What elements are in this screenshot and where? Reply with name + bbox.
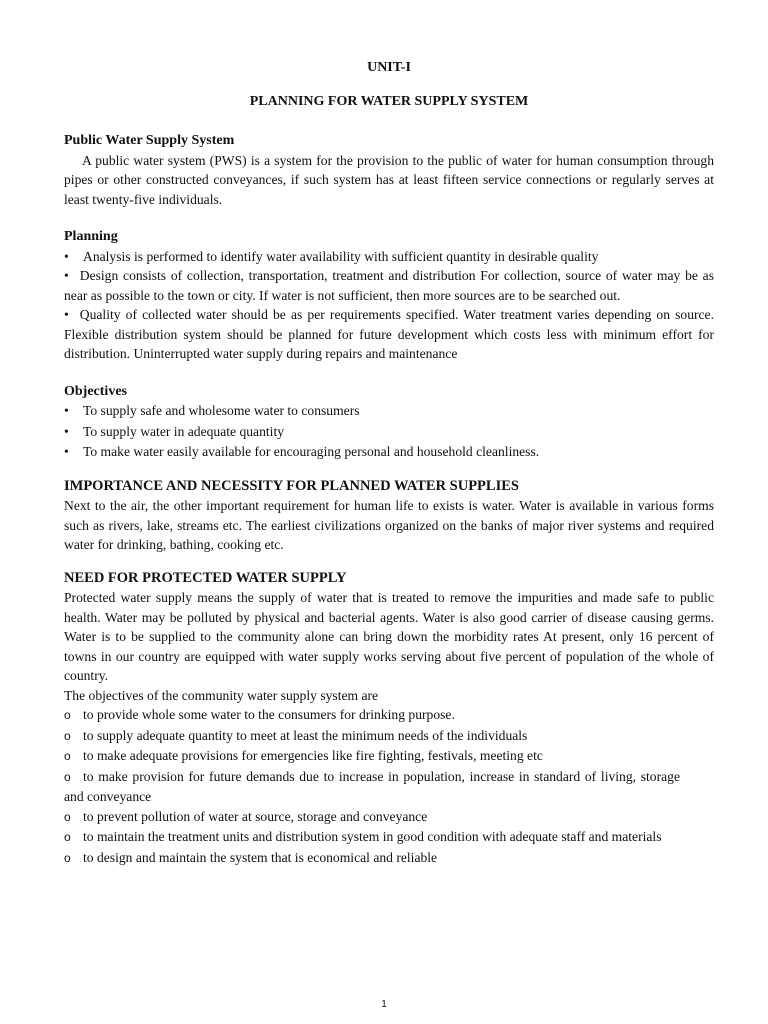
circle-o-bullet-icon: o [64,708,71,722]
list-item: • To supply water in adequate quantity [64,422,714,443]
list-item: o to prevent pollution of water at source, storage and conveyance [64,807,714,828]
circle-o-bullet-icon: o [64,749,71,763]
circle-o-bullet-icon: o [64,769,71,784]
objectives-list [64,401,714,463]
planning-list-continued [64,266,714,364]
section-heading-public-water: Public Water Supply System [64,133,235,148]
list-item: o to design and maintain the system that is economical and reliable [64,848,714,869]
list-item: • To make water easily available for encouraging personal and household cleanliness. [64,442,714,463]
paragraph-need: Protected water supply means the supply of water that is treated to remove the impurities and made safe to public health. Water may be polluted by physical and bacterial agents. Water is also good carrier of disease causing germs. Water is to be supplied to the community alone can bring down the morbidity rates At present, only 16 percent of towns in our country are equipped with water supply works serving about five percent of population of the whole of country. [64,590,714,683]
list-item: • Analysis is performed to identify water availability with sufficient quantity in desirable quality [64,247,714,267]
document-page [64,58,714,868]
need-list-intro: The objectives of the community water supply system are [64,687,379,703]
circle-o-bullet-icon: o [64,728,71,743]
paragraph-public-water: A public water system (PWS) is a system for the provision to the public of water for human consumption through pipes or other constructed conveyances, if such system has at least fifteen service connections or regularly serves at least twenty-five individuals. [64,152,714,207]
list-item: • To supply safe and wholesome water to consumers [64,401,714,422]
page-number: 1 [381,999,387,1010]
section-heading-planning: Planning [64,229,118,244]
unit-heading: UNIT-I [367,60,411,75]
paragraph-importance: Next to the air, the other important requirement for human life to exists is water. Water is available in various forms such as rivers, lake, streams etc. The earliest civilizations organized on the banks of major river systems and required water for drinking, bathing, cooking etc. [64,498,714,552]
section-heading-objectives: Objectives [64,383,127,399]
planning-list [64,247,714,267]
list-item: • Design consists of collection, transportation, treatment and distribution For collection, source of water may be as near as possible to the town or city. If water is not sufficient, then more sources are to be searched out. [64,266,714,305]
need-objectives-list [64,705,714,868]
list-item: o to make adequate provisions for emergencies like fire fighting, festivals, meeting etc [64,746,714,767]
circle-o-bullet-icon: o [64,830,71,844]
circle-o-bullet-icon: o [64,809,71,824]
list-item: o to supply adequate quantity to meet at least the minimum needs of the individuals [64,726,714,747]
document-title: PLANNING FOR WATER SUPPLY SYSTEM [249,93,529,109]
section-heading-importance: IMPORTANCE AND NECESSITY FOR PLANNED WATER SUPPLIES [64,477,519,494]
list-item: • Quality of collected water should be as per requirements specified. Water treatment varies depending on source. Flexible distribution system should be planned for future development which costs less with minimum effort for distribution. Uninterrupted water supply during repairs and maintenance [64,305,714,364]
list-item: o to provide whole some water to the consumers for drinking purpose. [64,705,714,726]
list-item: o to maintain the treatment units and distribution system in good condition with adequate staff and materials [64,827,714,848]
list-item: o to make provision for future demands due to increase in population, increase in standard of living, storage and conveyance [64,768,680,804]
circle-o-bullet-icon: o [64,850,71,865]
section-heading-need: NEED FOR PROTECTED WATER SUPPLY [64,569,347,586]
